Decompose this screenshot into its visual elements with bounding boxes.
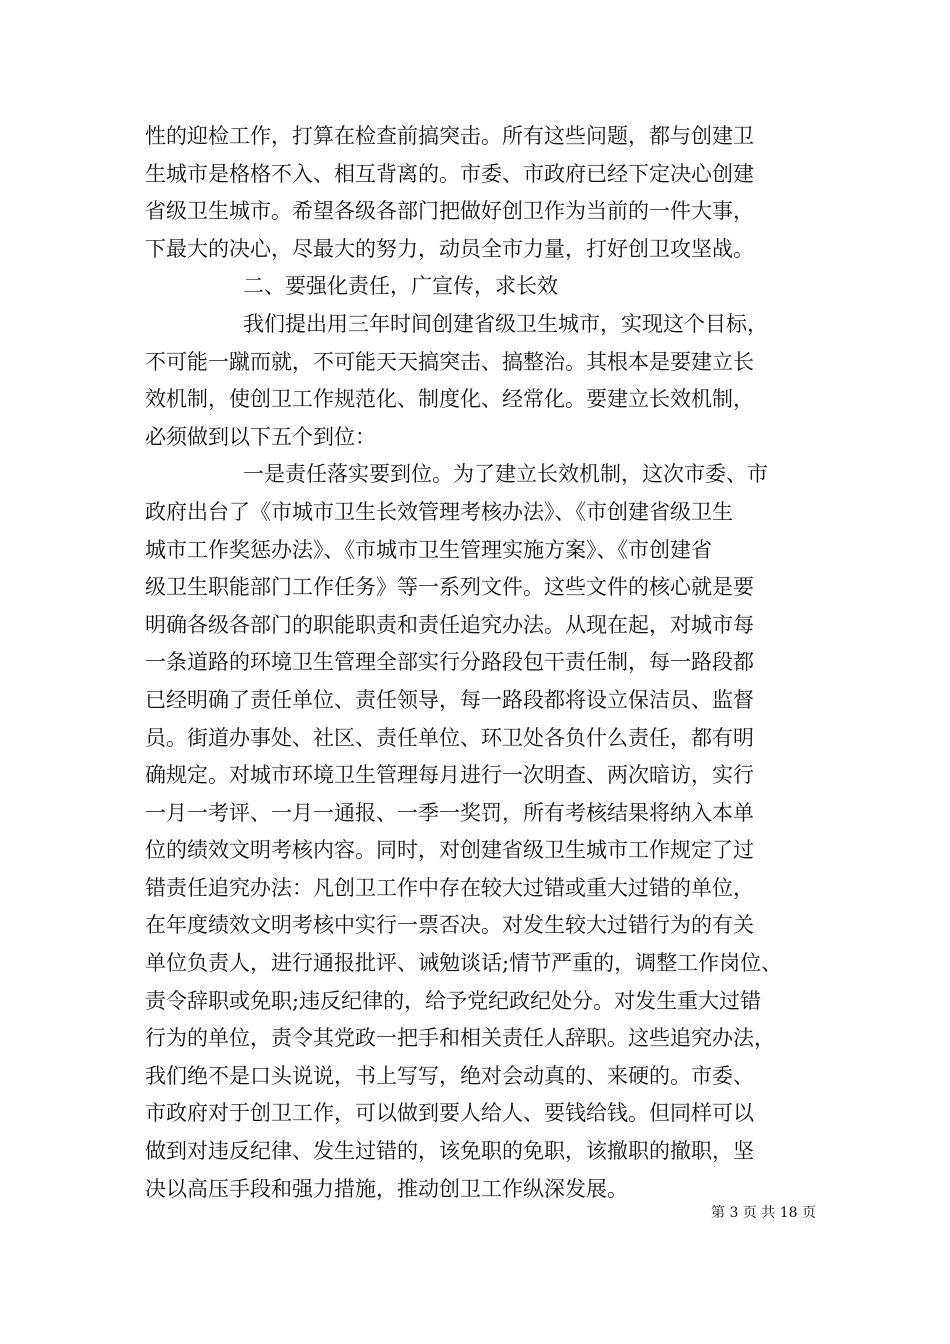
text-line: 一是责任落实要到位。为了建立长效机制，这次市委、市 [243, 462, 768, 487]
text-line: 员。街道办事处、社区、责任单位、环卫处各负什么责任，都有明 [145, 725, 754, 750]
text-line: 效机制，使创卫工作规范化、制度化、经常化。要建立长效机制， [145, 387, 754, 412]
section-heading: 二、要强化责任，广宣传，求长效 [243, 274, 558, 299]
text-line: 行为的单位，责令其党政一把手和相关责任人辞职。这些追究办法， [145, 1026, 775, 1051]
text-line: 性的迎检工作，打算在检查前搞突击。所有这些问题，都与创建卫 [145, 124, 754, 148]
text-line: 在年度绩效文明考核中实行一票否决。对发生较大过错行为的有关 [145, 913, 754, 938]
text-line: 生城市是格格不入、相互背离的。市委、市政府已经下定决心创建 [145, 161, 754, 186]
text-line: 我们提出用三年时间创建省级卫生城市，实现这个目标， [243, 311, 768, 336]
text-line: 单位负责人，进行通报批评、诫勉谈话;情节严重的，调整工作岗位、 [145, 951, 783, 976]
text-line: 做到对违反纪律、发生过错的，该免职的免职，该撤职的撤职，坚 [145, 1139, 754, 1164]
text-line: 城市工作奖惩办法》、《市城市卫生管理实施方案》、《市创建省 [145, 537, 712, 562]
text-line: 位的绩效文明考核内容。同时，对创建省级卫生城市工作规定了过 [145, 838, 754, 863]
text-line: 错责任追究办法：凡创卫工作中存在较大过错或重大过错的单位， [145, 875, 754, 900]
text-line: 省级卫生城市。希望各级各部门把做好创卫作为当前的一件大事， [145, 199, 754, 224]
text-line: 已经明确了责任单位、责任领导，每一路段都将设立保洁员、监督 [145, 687, 754, 712]
text-line: 市政府对于创卫工作，可以做到要人给人、要钱给钱。但同样可以 [145, 1101, 754, 1126]
text-line: 我们绝不是口头说说，书上写写，绝对会动真的、来硬的。市委、 [145, 1063, 754, 1088]
text-line: 决以高压手段和强力措施，推动创卫工作纵深发展。 [145, 1176, 628, 1201]
text-line: 一条道路的环境卫生管理全部实行分路段包干责任制，每一路段都 [145, 650, 754, 675]
text-line: 必须做到以下五个到位： [145, 424, 376, 449]
text-line: 下最大的决心，尽最大的努力，动员全市力量，打好创卫攻坚战。 [145, 236, 754, 261]
text-line: 确规定。对城市环境卫生管理每月进行一次明查、两次暗访，实行 [145, 763, 754, 788]
text-line: 不可能一蹴而就，不可能天天搞突击、搞整治。其根本是要建立长 [145, 349, 754, 374]
text-line: 责令辞职或免职;违反纪律的，给予党纪政纪处分。对发生重大过错 [145, 988, 762, 1013]
body-text [145, 118, 805, 1208]
text-line: 级卫生职能部门工作任务》等一系列文件。这些文件的核心就是要 [145, 575, 754, 600]
text-line: 政府出台了《市城市卫生长效管理考核办法》、《市创建省级卫生 [145, 499, 733, 524]
text-line: 明确各级各部门的职能职责和责任追究办法。从现在起，对城市每 [145, 612, 754, 637]
text-line: 一月一考评、一月一通报、一季一奖罚，所有考核结果将纳入本单 [145, 800, 754, 825]
page-number-footer: 第 3 页 共 18 页 [711, 1205, 816, 1221]
